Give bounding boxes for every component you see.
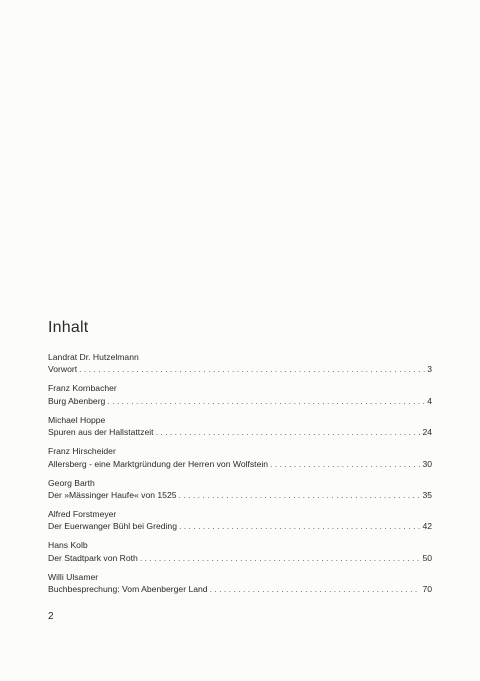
toc-entry xyxy=(48,571,432,596)
entry-author: Hans Kolb xyxy=(48,540,88,551)
dot-leader xyxy=(140,552,421,564)
entry-page: 42 xyxy=(422,521,432,532)
toc-entry xyxy=(48,477,432,502)
entry-author: Michael Hoppe xyxy=(48,414,106,425)
entry-page: 50 xyxy=(422,552,432,563)
entry-author: Willi Ulsamer xyxy=(48,571,99,582)
toc-entry xyxy=(48,508,432,533)
table-of-contents xyxy=(48,318,432,602)
dot-leader xyxy=(156,426,421,438)
dot-leader xyxy=(179,520,420,532)
entry-page: 70 xyxy=(422,584,432,595)
toc-entry xyxy=(48,445,432,470)
entry-line xyxy=(48,458,432,470)
entry-author: Franz Kornbacher xyxy=(48,383,117,394)
entry-title: Vorwort xyxy=(48,364,78,375)
entry-title: Der Euerwanger Bühl bei Greding xyxy=(48,521,177,532)
entry-title: Burg Abenberg xyxy=(48,395,106,406)
entry-author: Alfred Forstmeyer xyxy=(48,509,117,520)
entry-title: Buchbesprechung: Vom Abenberger Land xyxy=(48,584,208,595)
entry-page: 30 xyxy=(422,458,432,469)
entry-author: Georg Barth xyxy=(48,477,95,488)
entry-author: Franz Hirscheider xyxy=(48,446,116,457)
entry-line xyxy=(48,583,432,595)
dot-leader xyxy=(107,395,425,407)
entry-line xyxy=(48,363,432,375)
entry-page: 4 xyxy=(427,395,432,406)
entry-line xyxy=(48,395,432,407)
entry-line xyxy=(48,520,432,532)
entry-line xyxy=(48,489,432,501)
dot-leader xyxy=(270,458,420,470)
entry-title: Spuren aus der Hallstattzeit xyxy=(48,427,154,438)
entry-line xyxy=(48,426,432,438)
entry-page: 24 xyxy=(422,427,432,438)
dot-leader xyxy=(210,583,421,595)
entry-title: Der »Mässinger Haufe« von 1525 xyxy=(48,490,177,501)
entry-line xyxy=(48,552,432,564)
toc-entry xyxy=(48,351,432,376)
toc-heading: Inhalt xyxy=(48,319,89,336)
toc-entry xyxy=(48,539,432,564)
toc-entry xyxy=(48,382,432,407)
entry-page: 3 xyxy=(427,364,432,375)
entry-author: Landrat Dr. Hutzelmann xyxy=(48,352,139,362)
dot-leader xyxy=(79,363,425,375)
entry-title: Allersberg - eine Marktgründung der Herren von Wolfstein xyxy=(48,458,269,469)
entry-page: 35 xyxy=(422,490,432,501)
toc-entry xyxy=(48,414,432,439)
page-number: 2 xyxy=(48,611,54,622)
dot-leader xyxy=(179,489,421,501)
entry-title: Der Stadtpark von Roth xyxy=(48,552,138,563)
